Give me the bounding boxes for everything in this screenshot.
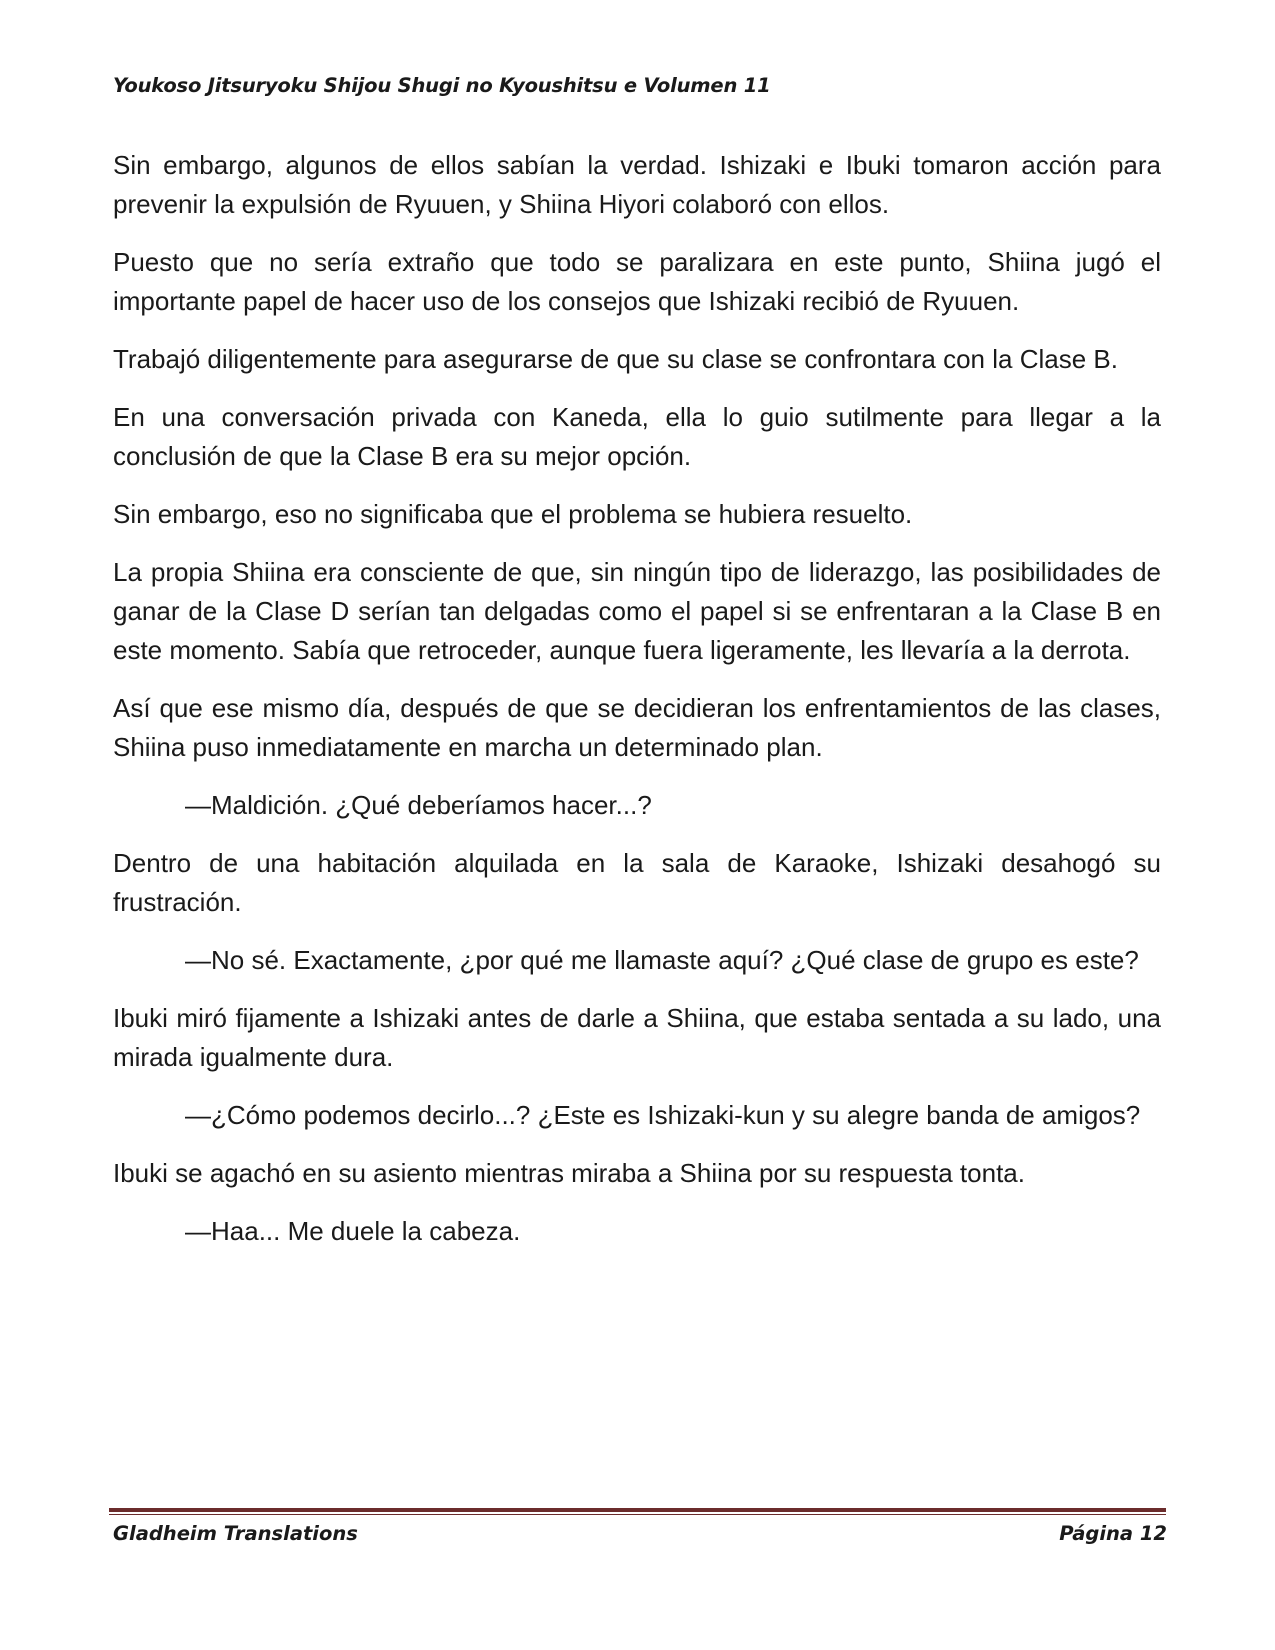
footer-divider-thin <box>109 1514 1166 1515</box>
paragraph: En una conversación privada con Kaneda, ella lo guio sutilmente para llegar a la conclusión de que la Clase B era su mejor opción. <box>113 402 1161 471</box>
paragraph: Dentro de una habitación alquilada en la sala de Karaoke, Ishizaki desahogó su frustración. <box>113 848 1161 917</box>
paragraph: Así que ese mismo día, después de que se decidieran los enfrentamientos de las clases, Shiina puso inmediatamente en marcha un determinado plan. <box>113 693 1161 762</box>
footer-translator-credit: Gladheim Translations <box>113 1522 358 1545</box>
footer-divider-thick <box>109 1508 1166 1512</box>
paragraph: Sin embargo, algunos de ellos sabían la verdad. Ishizaki e Ibuki tomaron acción para prevenir la expulsión de Ryuuen, y Shiina Hiyori colaboró con ellos. <box>113 150 1161 219</box>
page-header-title: Youkoso Jitsuryoku Shijou Shugi no Kyoushitsu e Volumen 11 <box>113 74 771 97</box>
paragraph: Sin embargo, eso no significaba que el problema se hubiera resuelto. <box>113 499 913 529</box>
paragraph: Ibuki se agachó en su asiento mientras miraba a Shiina por su respuesta tonta. <box>113 1158 1025 1188</box>
footer-divider <box>109 1508 1166 1515</box>
paragraph: Ibuki miró fijamente a Ishizaki antes de darle a Shiina, que estaba sentada a su lado, una mirada igualmente dura. <box>113 1003 1161 1072</box>
paragraph: Puesto que no sería extraño que todo se paralizara en este punto, Shiina jugó el importante papel de hacer uso de los consejos que Ishizaki recibió de Ryuuen. <box>113 247 1161 316</box>
dialogue-line: —¿Cómo podemos decirlo...? ¿Este es Ishizaki-kun y su alegre banda de amigos? <box>185 1100 1141 1130</box>
dialogue-line: —No sé. Exactamente, ¿por qué me llamaste aquí? ¿Qué clase de grupo es este? <box>185 945 1139 975</box>
dialogue-line: —Haa... Me duele la cabeza. <box>185 1216 521 1246</box>
paragraph: Trabajó diligentemente para asegurarse de que su clase se confrontara con la Clase B. <box>113 344 1118 374</box>
footer-page-number: Página 12 <box>1059 1522 1167 1545</box>
paragraph: La propia Shiina era consciente de que, sin ningún tipo de liderazgo, las posibilidades de ganar de la Clase D serían tan delgadas como el papel si se enfrentaran a la Clase B en este momento. Sabía que retroceder, aunque fuera ligeramente, les llevaría a la derrota. <box>113 557 1161 665</box>
document-body <box>113 146 1161 1270</box>
dialogue-line: —Maldición. ¿Qué deberíamos hacer...? <box>185 790 652 820</box>
